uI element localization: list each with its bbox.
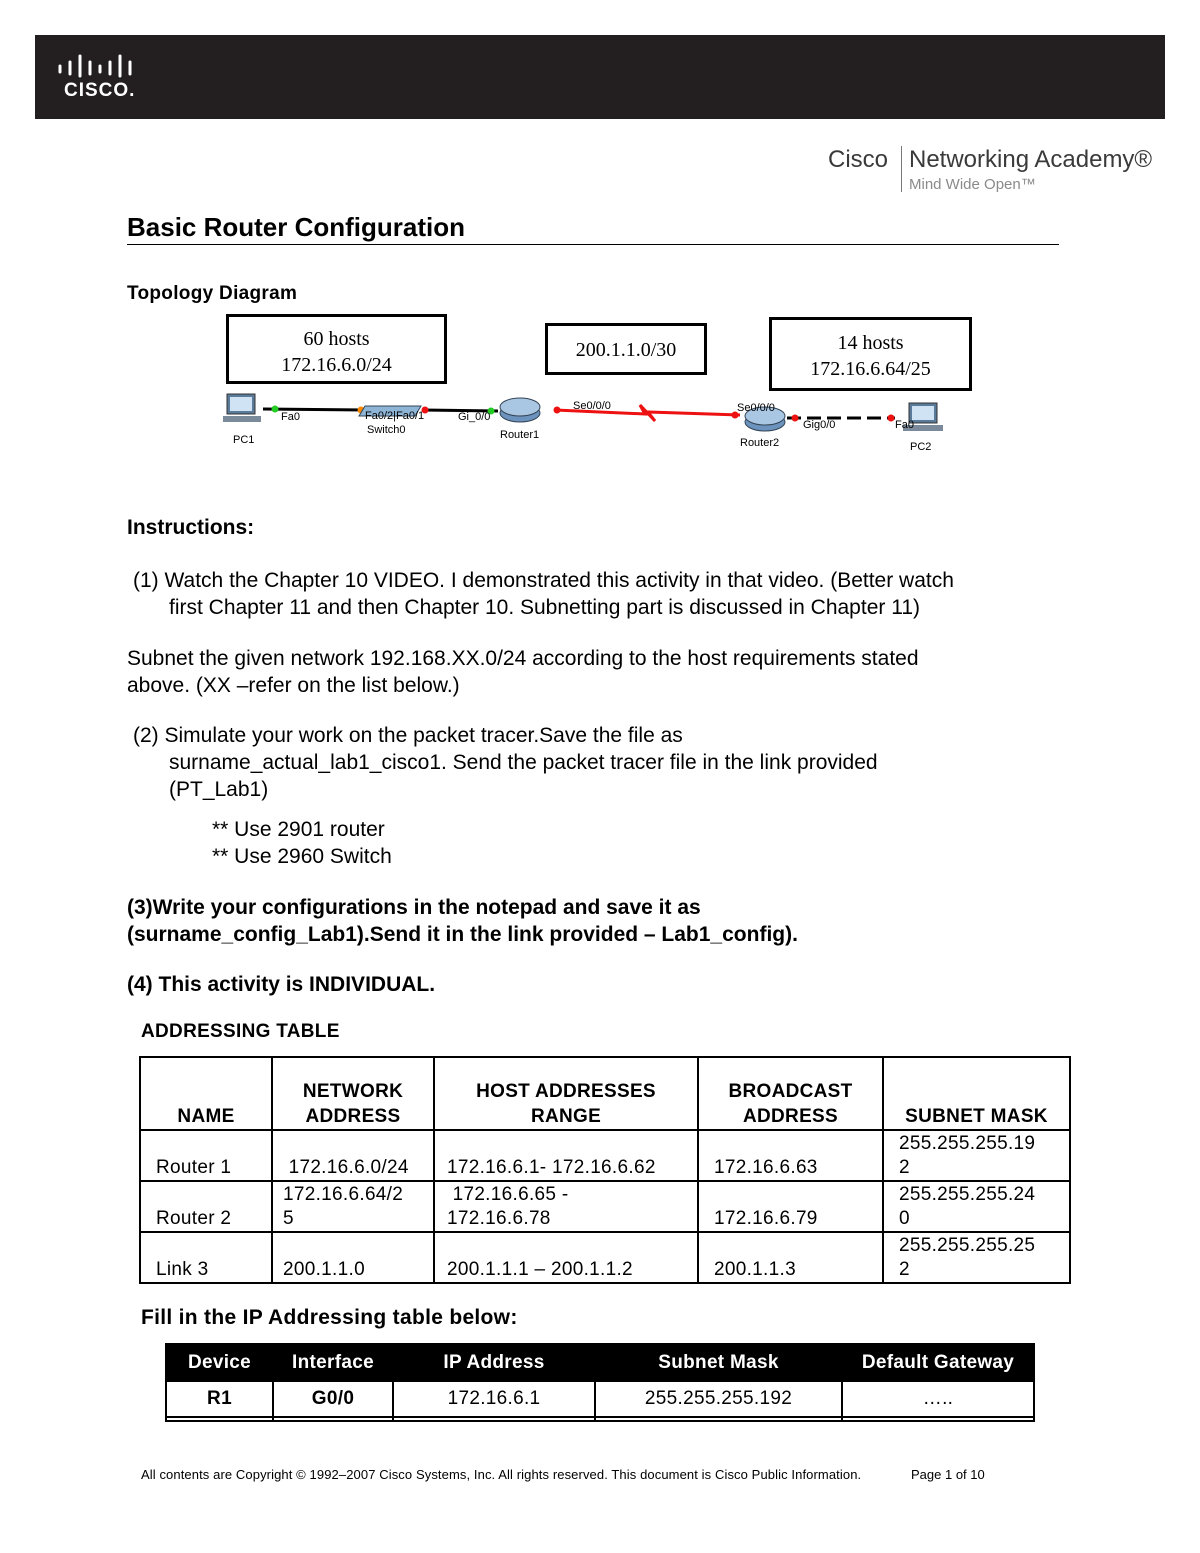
topology-heading: Topology Diagram [127, 283, 298, 304]
link-status-dot [792, 415, 799, 422]
pc1-port-label: Fa0 [281, 411, 300, 423]
brand-divider [901, 146, 902, 192]
ip-cell-device: R1 [166, 1381, 273, 1417]
ip-cell-empty [273, 1417, 393, 1421]
step-4: (4) This activity is INDIVIDUAL. [127, 973, 436, 996]
ip-cell-mask: 255.255.255.192 [595, 1381, 842, 1417]
table-row [140, 1181, 1070, 1232]
cell-subnet-mask [883, 1130, 1070, 1181]
col-header-mask-text: SUBNET MASK [905, 1106, 1048, 1127]
addressing-table-header-row [140, 1057, 1070, 1130]
cell-host-range [434, 1130, 698, 1181]
cell-name: Router 1 [140, 1130, 272, 1181]
cell-host-line2: 200.1.1.1 – 200.1.1.2 [447, 1259, 633, 1280]
step-1-line-1: (1) Watch the Chapter 10 VIDEO. I demonstrated this activity in that video. (Better watch [133, 569, 954, 592]
col-header-network-line1: NETWORK [302, 1081, 404, 1102]
table-row [166, 1417, 1034, 1421]
switch-label: Switch0 [367, 424, 406, 436]
ip-cell-gateway: ….. [842, 1381, 1034, 1417]
pc1-computer-icon [223, 394, 261, 422]
cell-mask-line2: 2 [899, 1259, 910, 1280]
router1-se-label: Se0/0/0 [573, 400, 611, 412]
document-title: Basic Router Configuration [127, 212, 466, 242]
topology-diagram [215, 388, 975, 458]
table-row [140, 1130, 1070, 1181]
link-status-dot [554, 407, 561, 414]
router1-gi-label: Gi_0/0 [458, 411, 491, 423]
step-3 [127, 894, 1067, 948]
brand-cisco: Cisco [828, 146, 889, 173]
col-header-broadcast-line2: ADDRESS [742, 1106, 838, 1127]
lan2-network: 172.16.6.64/25 [810, 358, 931, 380]
lan2-hosts: 14 hosts [837, 332, 904, 354]
footer-copyright: All contents are Copyright © 1992–2007 Cisco Systems, Inc. All rights reserved. This document is Cisco Public Information. [141, 1467, 862, 1482]
ip-cell-interface: G0/0 [273, 1381, 393, 1417]
table-row [140, 1232, 1070, 1283]
cell-broadcast: 172.16.6.79 [698, 1181, 883, 1232]
cell-subnet-mask [883, 1232, 1070, 1283]
cell-broadcast: 200.1.1.3 [698, 1232, 883, 1283]
cell-name: Link 3 [140, 1232, 272, 1283]
col-header-subnet-mask [883, 1057, 1070, 1130]
cell-mask-line2: 2 [899, 1157, 910, 1178]
cell-network-line2: 200.1.1.0 [283, 1259, 365, 1280]
subnet-line-1: Subnet the given network 192.168.XX.0/24 according to the host requirements stated [127, 647, 919, 670]
brand-academy: Networking Academy® [909, 146, 1153, 173]
lan1-info-box [226, 314, 447, 384]
step-2 [133, 722, 1073, 803]
pc2-label: PC2 [910, 441, 932, 453]
ip-cell-ip: 172.16.6.1 [393, 1381, 595, 1417]
step-2-line-2: surname_actual_lab1_cisco1. Send the packet tracer file in the link provided [169, 751, 878, 774]
ip-table-header-row [166, 1344, 1034, 1381]
title-rule [127, 244, 1059, 245]
pc2-port-label: Fa0 [895, 419, 914, 431]
step-1 [133, 567, 1073, 621]
cell-network-line1: 172.16.6.64/2 [283, 1184, 404, 1205]
wan-link-box [545, 323, 707, 375]
col-header-network [272, 1057, 434, 1130]
brand-tagline: Mind Wide Open™ [909, 176, 1036, 193]
wan-network: 200.1.1.0/30 [575, 339, 677, 361]
addressing-table-heading: ADDRESSING TABLE [141, 1021, 340, 1042]
subnet-line-2: above. (XX –refer on the list below.) [127, 674, 460, 697]
col-header-host-line1: HOST ADDRESSES [476, 1081, 656, 1102]
cell-host-range [434, 1181, 698, 1232]
cell-network [272, 1181, 434, 1232]
router2-se-label: Se0/0/0 [737, 402, 775, 414]
use-switch-note: ** Use 2960 Switch [212, 845, 392, 868]
table-row [166, 1381, 1034, 1417]
router1-icon [500, 398, 540, 422]
lan1-hosts: 60 hosts [303, 328, 370, 350]
col-header-broadcast-line1: BROADCAST [728, 1081, 853, 1102]
cisco-logo-text: CISCO. [64, 80, 136, 101]
cell-network [272, 1232, 434, 1283]
ip-table-heading: Fill in the IP Addressing table below: [141, 1306, 518, 1329]
cell-network [272, 1130, 434, 1181]
ip-cell-empty [595, 1417, 842, 1421]
col-header-network-line2: ADDRESS [305, 1106, 401, 1127]
lan1-network: 172.16.6.0/24 [281, 354, 392, 376]
col-header-broadcast [698, 1057, 883, 1130]
cell-mask-line1: 255.255.255.19 [899, 1133, 1036, 1154]
pc1-label: PC1 [233, 434, 255, 446]
ip-col-device: Device [166, 1344, 273, 1381]
ip-cell-empty [842, 1417, 1034, 1421]
ip-cell-empty [393, 1417, 595, 1421]
header-bar [35, 35, 1165, 119]
switch-ports-label: Fa0/2|Fa0/1 [365, 410, 425, 422]
step-2-line-1: (2) Simulate your work on the packet tracer.Save the file as [133, 724, 683, 747]
cell-mask-line1: 255.255.255.24 [899, 1184, 1036, 1205]
cell-mask-line1: 255.255.255.25 [899, 1235, 1036, 1256]
cell-mask-line2: 0 [899, 1208, 910, 1229]
ip-col-ip-address: IP Address [393, 1344, 595, 1381]
link-status-dot [888, 415, 895, 422]
col-header-name-text: NAME [177, 1106, 235, 1127]
step-3-line-2: (surname_config_Lab1).Send it in the link provided – Lab1_config). [127, 923, 798, 946]
col-header-host-line2: RANGE [530, 1106, 602, 1127]
cell-host-range [434, 1232, 698, 1283]
router2-gi-label: Gig0/0 [803, 419, 836, 431]
link-status-dot [272, 406, 279, 413]
cell-host-line2: 172.16.6.1- 172.16.6.62 [447, 1157, 656, 1178]
router1-label: Router1 [500, 429, 540, 441]
step-2-line-3: (PT_Lab1) [169, 778, 269, 801]
instructions-heading: Instructions: [127, 516, 255, 539]
ip-col-interface: Interface [273, 1344, 393, 1381]
ip-col-default-gateway: Default Gateway [842, 1344, 1034, 1381]
cell-host-line2: 172.16.6.78 [447, 1208, 551, 1229]
use-router-note: ** Use 2901 router [212, 818, 385, 841]
ip-col-subnet-mask: Subnet Mask [595, 1344, 842, 1381]
step-3-line-1: (3)Write your configurations in the notepad and save it as [127, 896, 701, 919]
step-1-line-2: first Chapter 11 and then Chapter 10. Subnetting part is discussed in Chapter 11) [169, 596, 920, 619]
col-header-name [140, 1057, 272, 1130]
ip-cell-empty [166, 1417, 273, 1421]
router2-label: Router2 [740, 437, 780, 449]
ip-addressing-table [165, 1343, 1035, 1422]
cell-host-line1: 172.16.6.65 - [447, 1184, 569, 1205]
cell-name: Router 2 [140, 1181, 272, 1232]
cell-network-line2: 5 [283, 1208, 294, 1229]
footer-page-number: Page 1 of 10 [911, 1467, 985, 1482]
subnet-instruction [127, 645, 1057, 699]
cell-subnet-mask [883, 1181, 1070, 1232]
addressing-table [139, 1056, 1071, 1284]
col-header-host-range [434, 1057, 698, 1130]
lan2-info-box [769, 317, 972, 391]
cell-network-line2: 172.16.6.0/24 [283, 1157, 409, 1178]
cell-broadcast: 172.16.6.63 [698, 1130, 883, 1181]
